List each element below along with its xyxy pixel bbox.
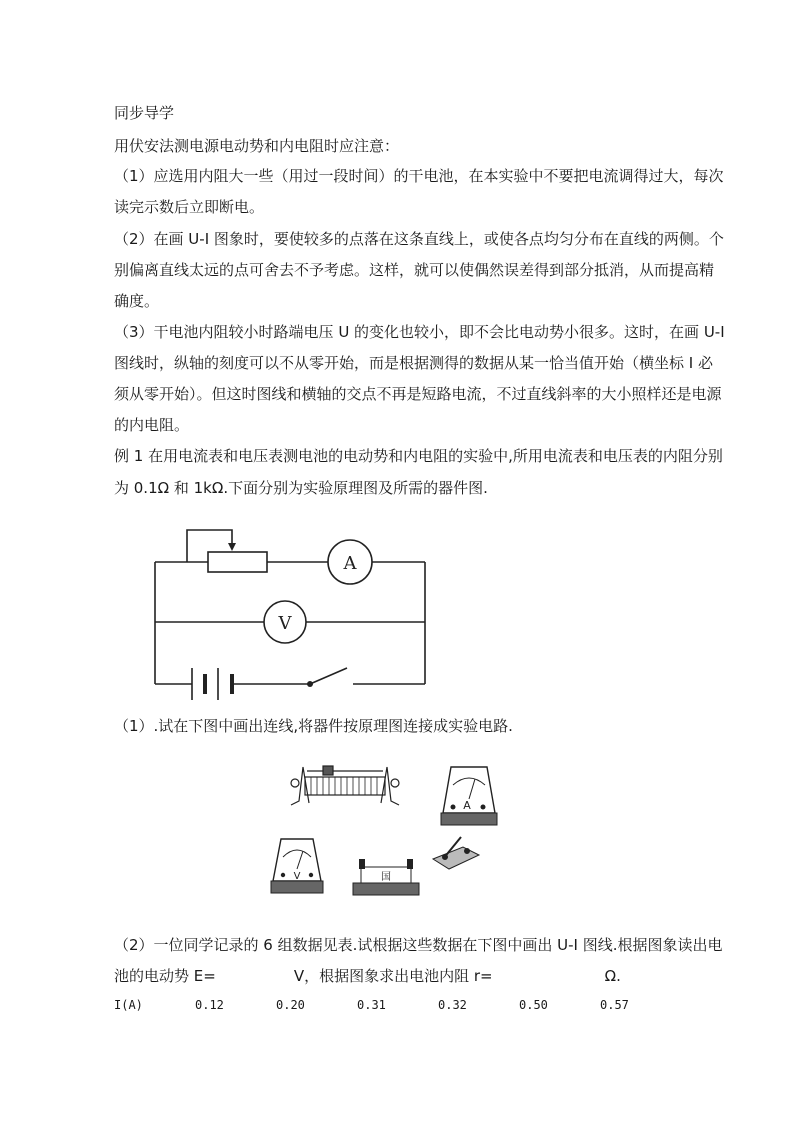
table-header-current: I(A) <box>114 998 143 1012</box>
table-cell: 0.32 <box>438 998 467 1012</box>
switch-device <box>433 837 479 869</box>
question-2-resistance-prompt: V，根据图象求出电池内阻 r= <box>293 967 493 985</box>
example-line-2: 为 0.1Ω 和 1kΩ.下面分别为实验原理图及所需的器件图. <box>114 479 488 497</box>
table-cell: 0.50 <box>519 998 548 1012</box>
note-3-line-2: 图线时，纵轴的刻度可以不从零开始，而是根据测得的数据从某一恰当值开始（横坐标 I 必 <box>114 354 713 372</box>
note-2-line-3: 确度。 <box>114 292 160 310</box>
voltmeter-label: V <box>278 613 292 634</box>
question-2-line-1: （2）一位同学记录的 6 组数据见表.试根据这些数据在下图中画出 U-I 图线.根据图象读出电 <box>114 936 723 954</box>
voltmeter-device <box>271 839 323 893</box>
question-1: （1）.试在下图中画出连线,将器件按原理图连接成实验电路. <box>114 717 513 735</box>
section-heading: 同步导学 <box>114 104 175 122</box>
switch-lever <box>310 668 347 684</box>
note-3-line-1: （3）干电池内阻较小时路端电压 U 的变化也较小，即不会比电动势小很多。这时，在画 U-I <box>114 323 725 341</box>
battery-symbol <box>192 668 232 700</box>
note-3-line-4: 的内电阻。 <box>114 416 190 434</box>
example-line-1: 例 1 在用电流表和电压表测电池的电动势和内电阻的实验中,所用电流表和电压表的内阻分别 <box>114 447 723 465</box>
question-2-emf-prompt: 池的电动势 E= <box>114 967 216 985</box>
table-cell: 0.20 <box>276 998 305 1012</box>
note-2-line-2: 别偏离直线太远的点可舍去不予考虑。这样，就可以使偶然误差得到部分抵消，从而提高精 <box>114 261 715 279</box>
devices-illustration <box>265 755 505 900</box>
note-1-line-1: （1）应选用内阻大一些（用过一段时间）的干电池，在本实验中不要把电流调得过大，每次 <box>114 167 724 185</box>
ammeter-label: A <box>343 553 357 574</box>
rheostat-arrow-icon <box>228 543 236 551</box>
intro-text: 用伏安法测电源电动势和内电阻时应注意： <box>114 137 400 155</box>
switch-pivot <box>307 681 313 687</box>
battery-box-device <box>353 859 419 895</box>
question-2-unit: Ω. <box>604 967 621 985</box>
voltmeter-device-label: V <box>293 871 301 882</box>
question-2-line-2 <box>114 966 621 986</box>
rheostat-device <box>291 766 399 805</box>
ammeter-device <box>441 767 497 825</box>
table-cell: 0.31 <box>357 998 386 1012</box>
battery-box-label: 国 <box>381 872 391 883</box>
note-2-line-1: （2）在画 U-I 图象时，要使较多的点落在这条直线上，或使各点均匀分布在直线的两侧。个 <box>114 230 724 248</box>
ammeter-device-label: A <box>463 799 471 812</box>
table-cell: 0.57 <box>600 998 629 1012</box>
table-cell: 0.12 <box>195 998 224 1012</box>
circuit-diagram <box>150 522 450 702</box>
rheostat-symbol <box>208 552 267 572</box>
note-3-line-3: 须从零开始）。但这时图线和横轴的交点不再是短路电流，不过直线斜率的大小照样还是电源 <box>114 385 722 403</box>
note-1-line-2: 读完示数后立即断电。 <box>114 198 265 216</box>
